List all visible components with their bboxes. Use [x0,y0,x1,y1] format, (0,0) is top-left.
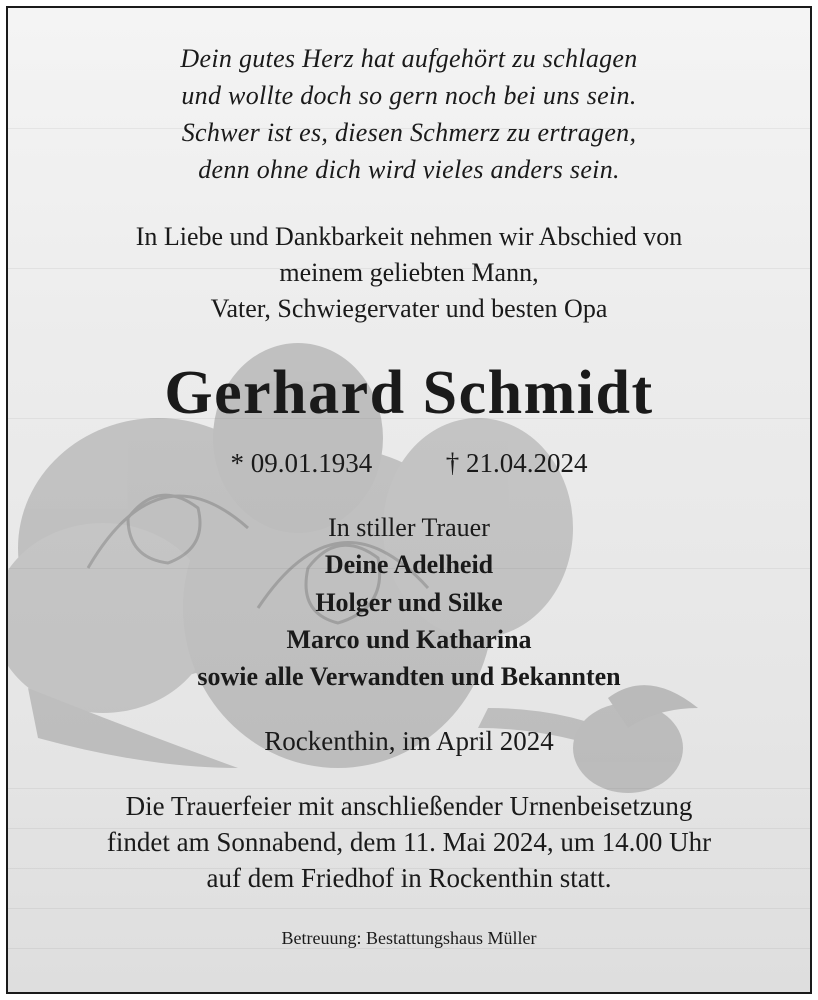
birth-date: * 09.01.1934 [230,448,373,478]
intro-line: Vater, Schwiegervater und besten Opa [210,294,608,323]
funeral-home-credit: Betreuung: Bestattungshaus Müller [281,928,537,948]
obituary-card [6,6,812,994]
mourner-name: sowie alle Verwandten und Bekannten [197,662,621,691]
life-dates [8,448,810,479]
service-line: auf dem Friedhof in Rockenthin statt. [206,863,612,893]
death-date: † 21.04.2024 [445,448,588,478]
mourner-name: Marco und Katharina [286,625,532,654]
mourning-heading: In stiller Trauer [328,513,490,542]
service-line: findet am Sonnabend, dem 11. Mai 2024, um 14.00 Uhr [106,827,712,857]
mourner-name: Deine Adelheid [324,550,494,579]
obituary-text [8,8,810,992]
poem-line: Schwer ist es, diesen Schmerz zu ertragen, [181,118,637,147]
mourner-name: Holger und Silke [315,588,503,617]
intro-line: meinem geliebten Mann, [279,258,539,287]
intro-line: In Liebe und Dankbarkeit nehmen wir Abschied von [135,222,683,251]
poem-line: und wollte doch so gern noch bei uns sein. [181,81,637,110]
place-date: Rockenthin, im April 2024 [264,726,554,756]
service-line: Die Trauerfeier mit anschließender Urnenbeisetzung [125,791,693,821]
deceased-name: Gerhard Schmidt [164,359,654,427]
poem-line: denn ohne dich wird vieles anders sein. [198,155,620,184]
poem-line: Dein gutes Herz hat aufgehört zu schlagen [180,44,638,73]
